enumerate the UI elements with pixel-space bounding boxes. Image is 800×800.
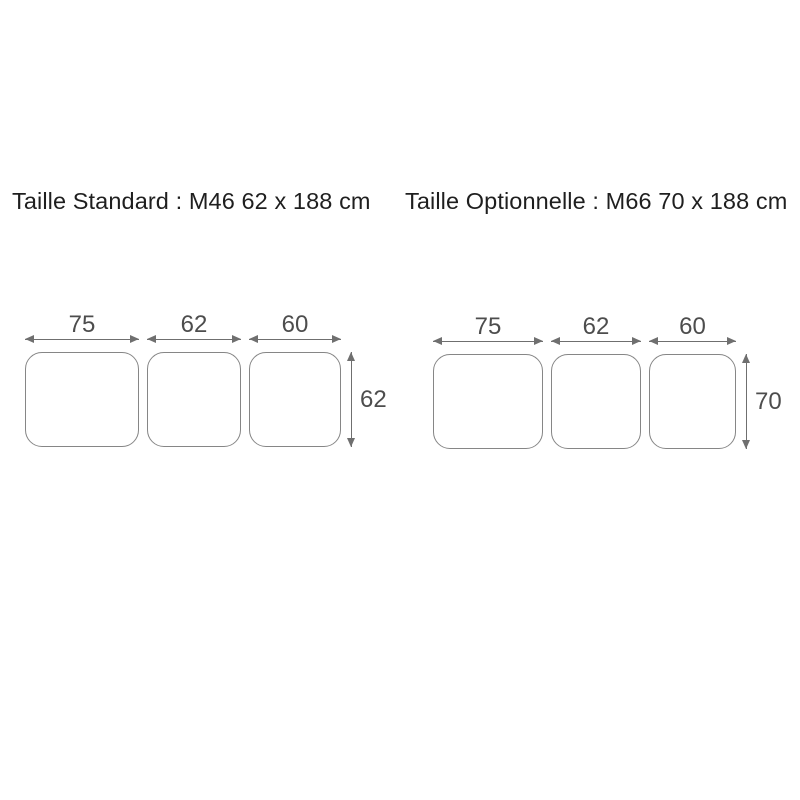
table-plan-row: [433, 354, 782, 449]
diagram-standard-m46: [25, 313, 387, 447]
standard-size-title: Taille Standard : M46 62 x 188 cm: [12, 188, 371, 214]
width-value-middle: 62: [180, 311, 208, 338]
width-arrow-icon: [649, 341, 736, 342]
table-section-middle: [551, 354, 641, 449]
width-value-foot: 60: [679, 313, 706, 340]
width-dimension-foot-section: [649, 315, 736, 342]
table-section-head: [433, 354, 543, 449]
width-value-head: 75: [474, 313, 502, 340]
height-arrow-icon: [351, 352, 352, 447]
diagram-optional-m66: [433, 315, 782, 449]
width-value-head: 75: [68, 311, 96, 338]
width-arrow-icon: [147, 339, 241, 340]
width-value-foot: 60: [281, 311, 309, 338]
table-section-foot: [249, 352, 341, 447]
optional-size-title: Taille Optionnelle : M66 70 x 188 cm: [405, 188, 788, 214]
table-section-middle: [147, 352, 241, 447]
table-plan-row: [25, 352, 387, 447]
height-arrow-icon: [746, 354, 747, 449]
height-value: 70: [755, 387, 782, 415]
width-dimensions-row: [25, 313, 387, 340]
width-dimension-middle-section: [147, 313, 241, 340]
width-dimension-foot-section: [249, 313, 341, 340]
table-sections: [25, 352, 341, 447]
width-dimension-middle-section: [551, 315, 641, 342]
width-dimension-head-section: [433, 315, 543, 342]
table-sections: [433, 354, 736, 449]
width-arrow-icon: [249, 339, 341, 340]
height-dimension: [351, 352, 387, 447]
width-dimension-head-section: [25, 313, 139, 340]
width-value-middle: 62: [582, 313, 610, 340]
height-value: 62: [360, 385, 387, 413]
table-section-foot: [649, 354, 736, 449]
table-section-head: [25, 352, 139, 447]
width-dimensions-row: [433, 315, 782, 342]
width-arrow-icon: [433, 341, 543, 342]
width-arrow-icon: [25, 339, 139, 340]
height-dimension: [746, 354, 782, 449]
width-arrow-icon: [551, 341, 641, 342]
